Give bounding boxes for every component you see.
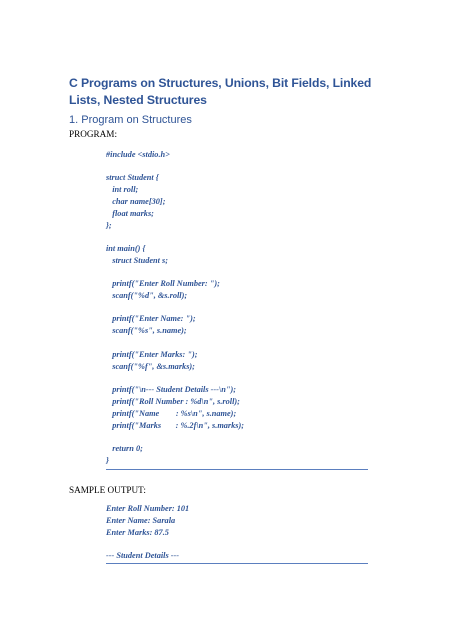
code-line: scanf("%f", &s.marks); xyxy=(106,362,195,371)
output-bottom-rule xyxy=(106,563,368,564)
code-line: printf("Marks : %.2f\n", s.marks); xyxy=(106,421,245,430)
output-line: Enter Name: Sarala xyxy=(106,516,176,525)
code-line: printf("Enter Marks: "); xyxy=(106,350,198,359)
output-line: --- Student Details --- xyxy=(106,551,180,560)
output-line: Enter Roll Number: 101 xyxy=(106,504,190,513)
code-line: }; xyxy=(106,221,112,230)
code-line: printf("Name : %s\n", s.name); xyxy=(106,409,237,418)
code-bottom-rule xyxy=(106,469,368,470)
program-label: PROGRAM: xyxy=(69,129,117,139)
document-title: C Programs on Structures, Unions, Bit Fields, Linked Lists, Nested Structures xyxy=(69,76,372,107)
code-line: return 0; xyxy=(106,444,143,453)
code-line: int main() { xyxy=(106,244,146,253)
code-line: scanf("%d", &s.roll); xyxy=(106,291,188,300)
section-heading: 1. Program on Structures xyxy=(69,114,192,126)
code-line: printf("\n--- Student Details ---\n"); xyxy=(106,385,236,394)
code-line: struct Student s; xyxy=(106,256,169,265)
code-line: int roll; xyxy=(106,185,139,194)
code-line: } xyxy=(106,456,109,465)
code-line: float marks; xyxy=(106,209,154,218)
output-line: Enter Marks: 87.5 xyxy=(106,528,169,537)
output-label: SAMPLE OUTPUT: xyxy=(69,485,146,495)
code-line: printf("Enter Name: "); xyxy=(106,314,196,323)
code-line: scanf("%s", s.name); xyxy=(106,326,187,335)
code-line: struct Student { xyxy=(106,173,159,182)
code-line: printf("Enter Roll Number: "); xyxy=(106,279,220,288)
code-line: #include <stdio.h> xyxy=(106,150,170,159)
code-line: char name[30]; xyxy=(106,197,166,206)
code-line: printf("Roll Number : %d\n", s.roll); xyxy=(106,397,240,406)
